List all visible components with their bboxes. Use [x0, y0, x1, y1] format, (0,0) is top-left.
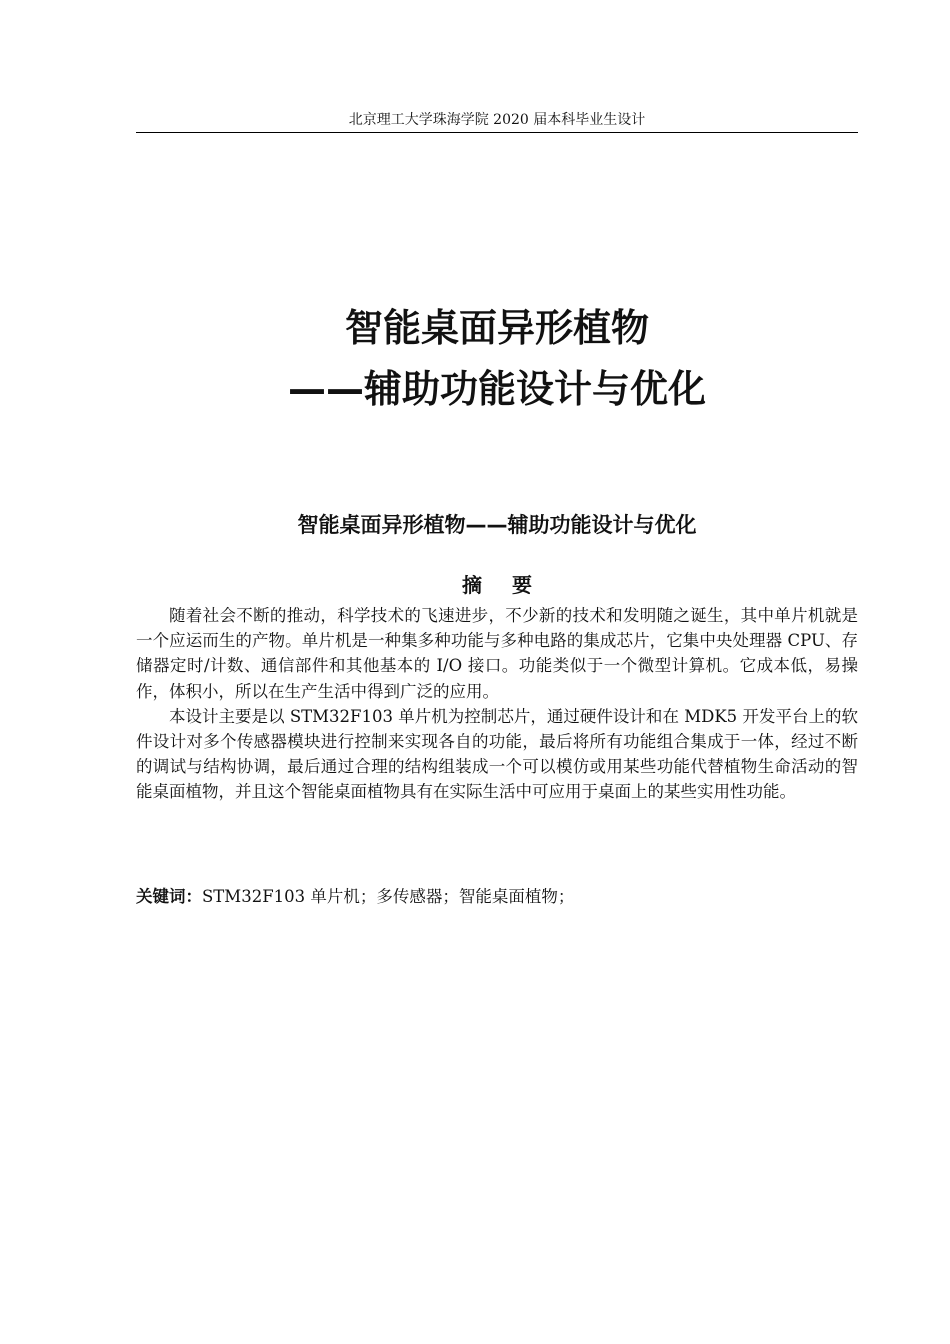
abstract-paragraph-1: 随着社会不断的推动，科学技术的飞速进步，不少新的技术和发明随之诞生，其中单片机就是一个应运而生的产物。单片机是一种集多种功能与多种电路的集成芯片，它集中央处理器 CPU、存储器定时/计数、通信部件和其他基本的 I/O 接口。功能类似于一个微型计算机。它成本低，易操作，体积小，所以在生产生活中得到广泛的应用。: [136, 606, 858, 701]
page-header: [136, 112, 858, 133]
header-text: 北京理工大学珠海学院 2020 届本科毕业生设计: [348, 112, 646, 128]
keywords-label: 关键词：: [136, 887, 202, 906]
main-title-line-1: 智能桌面异形植物: [344, 306, 649, 350]
keywords-text: STM32F103 单片机；多传感器；智能桌面植物；: [202, 887, 575, 906]
abstract-heading: 摘要: [462, 573, 562, 597]
abstract-paragraph-2: 本设计主要是以 STM32F103 单片机为控制芯片，通过硬件设计和在 MDK5 开发平台上的软件设计对多个传感器模块进行控制来实现各自的功能，最后将所有功能组合集成于一体，经过不断的调试与结构协调，最后通过合理的结构组装成一个可以模仿或用某些功能代替植物生命活动的智能桌面植物，并且这个智能桌面植物具有在实际生活中可应用于桌面上的某些实用性功能。: [136, 706, 858, 802]
abstract-title: 智能桌面异形植物——辅助功能设计与优化: [297, 513, 697, 537]
main-title-line-2: ——辅助功能设计与优化: [287, 367, 706, 411]
abstract-body: [136, 603, 858, 805]
keywords: [136, 884, 858, 909]
